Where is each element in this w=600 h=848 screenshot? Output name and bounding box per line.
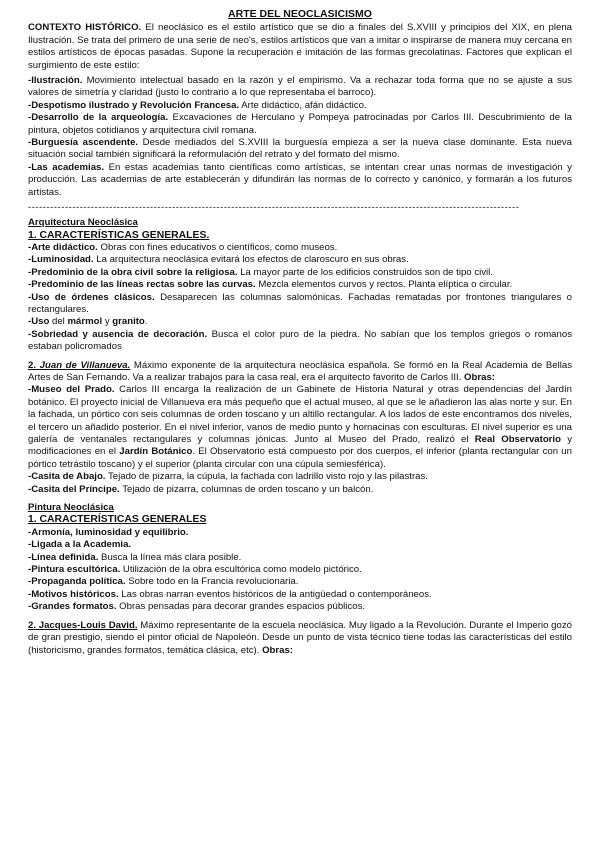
item-text: La mayor parte de los edificios construidos son de tipo civil.: [240, 266, 493, 278]
architecture-item: [28, 316, 572, 328]
factor-text: Excavaciones de Herculano y Pompeya patrocinadas por Carlos III. Descubrimiento de la pintura, objetos cotidianos y arquitectura civil romana.: [28, 112, 572, 136]
factor-label: -Despotismo ilustrado y Revolución Francesa.: [28, 99, 240, 111]
villanueva-name: Juan de Villanueva.: [39, 359, 131, 371]
painting-item: [28, 564, 572, 576]
item-label: -Pintura escultórica.: [28, 564, 121, 576]
painting-item: [28, 576, 572, 588]
villanueva-number: 2.: [28, 359, 37, 371]
painting-item: [28, 589, 572, 601]
factor-item: [28, 75, 572, 100]
item-label: -Uso de órdenes clásicos.: [28, 291, 155, 303]
david-obras-label: Obras:: [262, 644, 294, 656]
work-text: Tejado de pizarra, columnas de orden toscano y un balcón.: [122, 483, 374, 495]
painting-item: [28, 552, 572, 564]
item-label: -Armonía, luminosidad y equilibrio.: [28, 526, 189, 538]
factor-text: Movimiento intelectual basado en la razón y el empirismo. Va a rechazar toda forma que no se ajuste a sus valores de simetría y claridad (justo lo contrario a lo que representaba el barroco).: [28, 75, 573, 99]
item-text: Busca el color puro de la piedra. No sabían que los templos griegos o romanos estaban policromados: [28, 328, 572, 353]
section-divider: -------------------------------------------------------------------------------------------------------------------------------------: [28, 203, 520, 214]
work-bold: Real Observatorio: [474, 434, 561, 445]
item-text: Obras pensadas para decorar grandes espacios públicos.: [119, 601, 366, 613]
item-text: Busca la línea más clara posible.: [101, 551, 242, 563]
factor-label: -Desarrollo de la arqueología.: [28, 112, 169, 124]
document-title: ARTE DEL NEOCLASICISMO: [228, 8, 372, 20]
work-text: Carlos III encarga la realización de un Gabinete de Historia Natural y otras dependencias del Jardín botánico. El proyecto inicial de Villanueva era más pequeño que el actual museo, al que se le añadieron las alas norte y sur. En la fachada, un pórtico con seis columnas de orden toscano y un altillo rectangular. A los lados de este encontramos dos niveles, el tercero un añadido posterior. En el nivel inferior, vanos de medio punto y hornacinas con esculturas. El nivel superior es una galería de ventanales rectangulares y columnas jónicas. Junto al Museo del Prado, realizó el: [28, 384, 572, 445]
item-label: -Predominio de la obra civil sobre la religiosa.: [28, 266, 238, 278]
factor-item: [28, 137, 572, 162]
painting-item: [28, 601, 572, 613]
work-text: Tejado de pizarra, la cúpula, la fachada con ladrillo visto rojo y las pilastras.: [107, 471, 428, 483]
factor-item: [28, 100, 572, 112]
architecture-item: [28, 292, 572, 317]
item-label: -Grandes formatos.: [28, 601, 117, 613]
factor-item: [28, 112, 572, 137]
document-page: [28, 8, 572, 657]
intro-paragraph: [28, 22, 572, 72]
item-text: Las obras narran eventos históricos de la antigüedad o contemporáneos.: [121, 588, 432, 600]
david-paragraph: [28, 620, 572, 657]
architecture-item: [28, 329, 572, 354]
architecture-item: [28, 279, 572, 291]
item-text: del: [52, 316, 65, 328]
villanueva-obras-label: Obras:: [464, 371, 495, 383]
work-bold: Jardín Botánico: [119, 446, 193, 458]
item-text: La arquitectura neoclásica evitará los efectos de claroscuro en sus obras.: [96, 254, 409, 266]
work-label: -Casita del Príncipe.: [28, 483, 120, 495]
item-text: y: [104, 316, 110, 328]
work-label: -Museo del Prado.: [28, 384, 115, 396]
painting-subheading: 1. CARACTERÍSTICAS GENERALES: [28, 514, 207, 526]
painting-heading: Pintura Neoclásica: [28, 502, 114, 514]
item-label: -Uso: [28, 316, 50, 328]
item-label: -Luminosidad.: [28, 254, 94, 266]
factor-label: -Burguesía ascendente.: [28, 137, 139, 149]
item-label: -Línea definida.: [28, 551, 99, 563]
villanueva-heading: [28, 360, 130, 371]
intro-label: CONTEXTO HISTÓRICO.: [28, 22, 142, 34]
item-label: -Motivos históricos.: [28, 588, 119, 600]
painting-item: [28, 539, 572, 551]
work-item: [28, 471, 572, 483]
work-text: y modificaciones en el: [28, 434, 572, 458]
factor-text: Arte didáctico, afán didáctico.: [241, 99, 367, 111]
work-item: [28, 484, 572, 496]
work-text: . El Observatorio está compuesto por dos cuerpos, el inferior (planta rectangular con un pórtico tetrástilo toscano) y el superior (planta circular con una cúpula semiesférica).: [28, 446, 572, 470]
factor-text: En estas academias tanto científicas como artísticas, se intentan crear unas normas de investigación y producción. Las academias de arte establecerán y difundirán las normas de lo correcto y canónico, y formarán a los futuros artistas.: [28, 161, 572, 198]
architecture-item: [28, 267, 572, 279]
factor-text: Desde mediados del S.XVIII la burguesía empieza a ser la nueva clase dominante. Esta nueva situación social también significará la reformulación del retrato y del formato del mismo.: [28, 137, 573, 161]
item-label: -Ligada a la Academia.: [28, 539, 132, 551]
intro-text: El neoclásico es el estilo artístico que se dio a finales del S.XVIII y principios del XIX, en plena Ilustración. Se trata del primero de una serie de neo's, estilos artísticos que van a imitar o inspirarse de manera muy cercana en estilos artísticos de épocas pasadas. Supone la recuperación e imitación de las formas grecolatinas. Factores que explican el surgimiento de este estilo:: [28, 22, 572, 71]
villanueva-text: Máximo exponente de la arquitectura neoclásica española. Se formó en la Real Academia de Bellas Artes de San Fernando. Va a realizar trabajos para la casa real, era el arquitecto favorito de Carlos III.: [28, 359, 572, 383]
item-text: Utilización de la obra escultórica como modelo pictórico.: [122, 564, 362, 576]
item-label-marble: mármol: [67, 316, 103, 328]
item-text: Sobre todo en la Francia revolucionaria.: [128, 576, 299, 588]
item-label: -Sobriedad y ausencia de decoración.: [28, 328, 208, 340]
item-label-granite: granito: [112, 316, 145, 328]
work-label: -Casita de Abajo.: [28, 471, 106, 483]
factor-label: -Las academias.: [28, 161, 105, 173]
architecture-item: [28, 242, 572, 254]
item-text: Obras con fines educativos o científicos, como museos.: [97, 241, 338, 253]
work-item: [28, 384, 572, 471]
item-label: -Propaganda política.: [28, 576, 126, 588]
painting-item: [28, 527, 572, 539]
architecture-subheading: 1. CARACTERÍSTICAS GENERALES.: [28, 229, 210, 241]
item-text: Desaparecen las columnas salomónicas. Fachadas rematadas por frontones triangulares o rectangulares.: [28, 291, 573, 315]
factor-label: -Ilustración.: [28, 75, 83, 87]
item-label: -Arte didáctico.: [28, 241, 98, 253]
villanueva-paragraph: [28, 360, 572, 385]
factor-item: [28, 162, 572, 199]
architecture-item: [28, 254, 572, 266]
david-text: Máximo representante de la escuela neoclásica. Muy ligado a la Revolución. Durante el Imperio gozó de gran prestigio, siendo el pintor oficial de Napoleón. Desde un punto de vista técnico tiene todas las características del estilo (historicismo, grandes formatos, temática clásica, etc).: [28, 619, 572, 656]
architecture-heading: Arquitectura Neoclásica: [28, 217, 138, 229]
item-text: .: [144, 316, 148, 328]
david-heading: 2. Jacques-Louis David.: [28, 619, 138, 631]
item-text: Mezcla elementos curvos y rectos. Planta elíptica o circular.: [258, 279, 513, 291]
item-label: -Predominio de las líneas rectas sobre las curvas.: [28, 279, 256, 291]
